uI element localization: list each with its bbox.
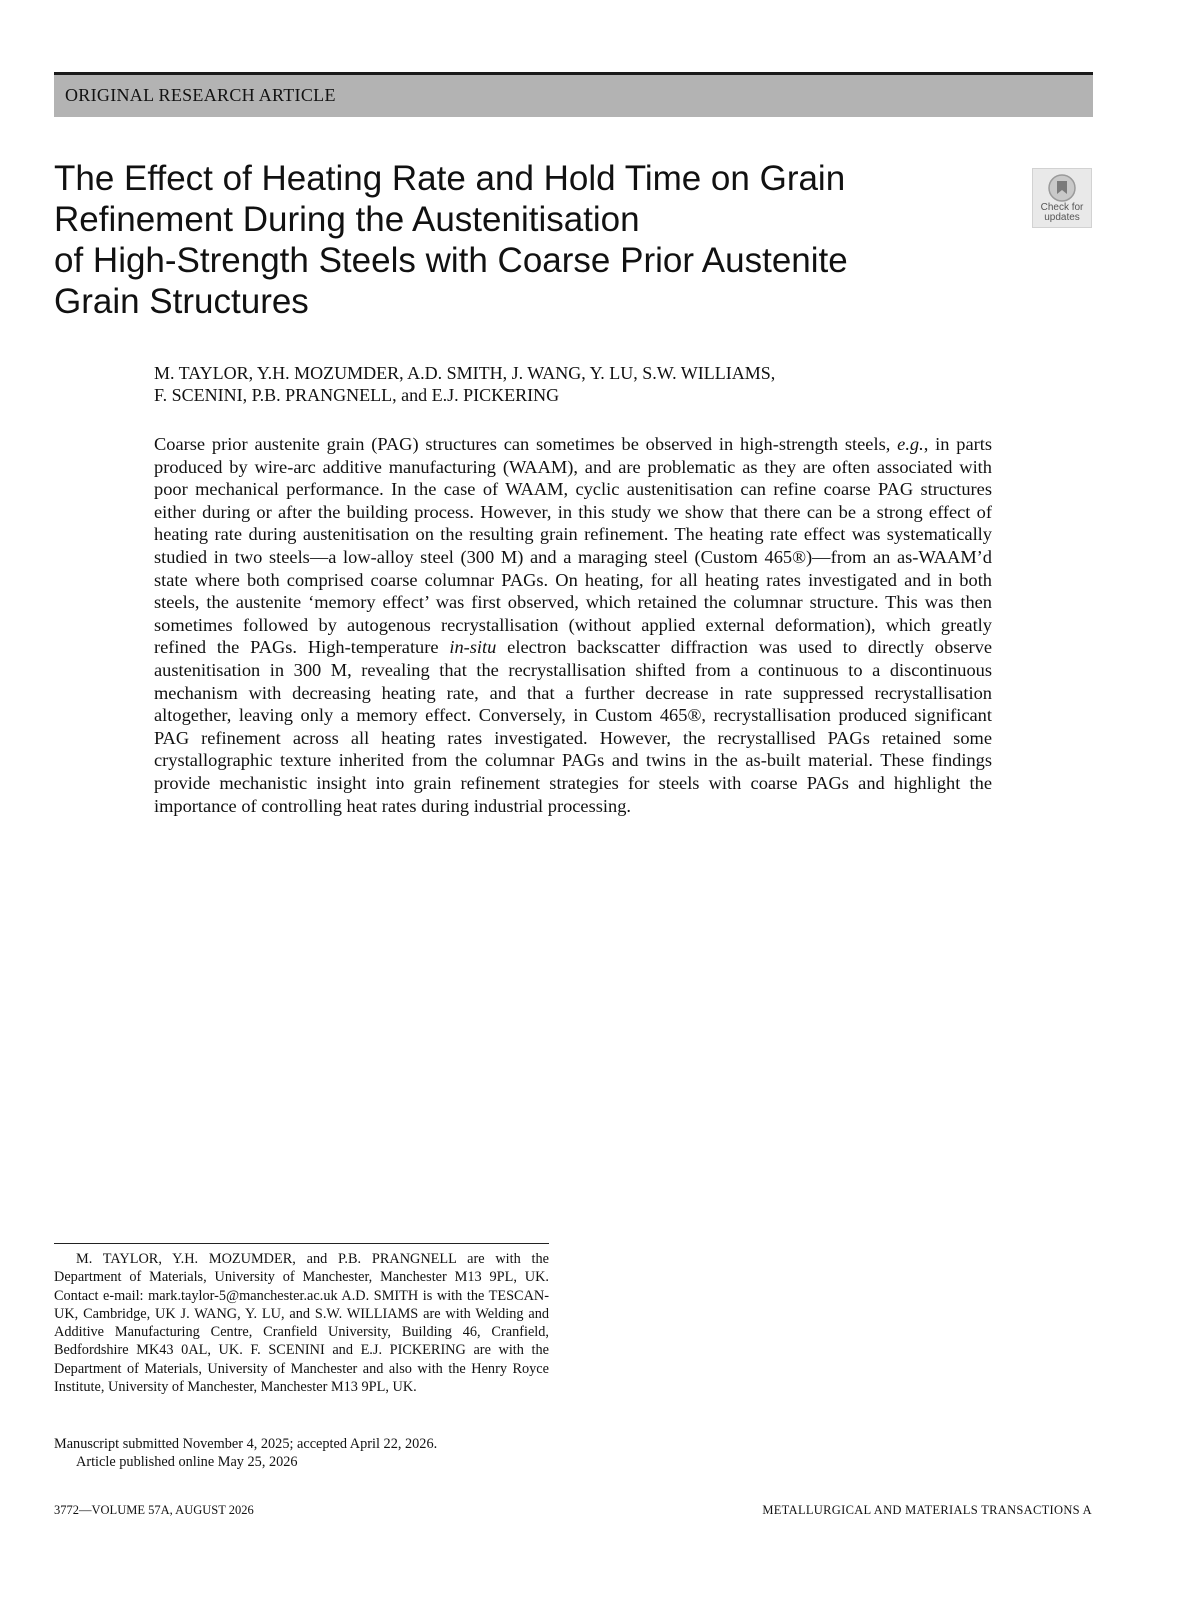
title-line: of High-Strength Steels with Coarse Prior Austenite: [54, 241, 848, 280]
badge-label: Check for: [1040, 202, 1084, 213]
abstract-text: electron backscatter diffraction was used to directly observe austenitisation in 300 M, revealing that the recrystallisation shifted from a continuous to a discontinuous mechanism with decreasing heating rate, and that a further decrease in rate suppressed recrystallisation altogether, leaving only a memory effect. Conversely, in Custom 465®, recrystallisation produced significant PAG refinement across all heating rates investigated. However, the recrystallised PAGs retained some crystallographic texture inherited from the columnar PAGs and twins in the as-built material. These findings provide mechanistic insight into grain refinement strategies for steels with coarse PAGs and highlight the importance of controlling heat rates during industrial processing.: [154, 637, 992, 816]
abstract: [154, 433, 992, 817]
abstract-italic: in-situ: [449, 637, 497, 658]
badge-label: updates: [1044, 212, 1080, 223]
author-affiliations: M. TAYLOR, Y.H. MOZUMDER, and P.B. PRANGNELL are with the Department of Materials, University of Manchester, Manchester M13 9PL, UK. Contact e-mail: mark.taylor-5@manchester.ac.uk A.D. SMITH is with the TESCAN-UK, Cambridge, UK J. WANG, Y. LU, and S.W. WILLIAMS are with Welding and Additive Manufacturing Centre, Cranfield University, Building 46, Cranfield, Bedfordshire MK43 0AL, UK. F. SCENINI and E.J. PICKERING are with the Department of Materials, University of Manchester and also with the Henry Royce Institute, University of Manchester, Manchester M13 9PL, UK.: [54, 1251, 549, 1396]
title-line: Grain Structures: [54, 282, 309, 321]
section-header-bar: [54, 75, 1093, 117]
check-for-updates-icon: [1047, 173, 1077, 203]
title-line: Refinement During the Austenitisation: [54, 200, 640, 239]
published-date: Article published online May 25, 2026: [76, 1454, 298, 1470]
author-list: [154, 362, 994, 406]
title-line: The Effect of Heating Rate and Hold Time on Grain: [54, 159, 846, 198]
abstract-italic: e.g.: [897, 434, 924, 454]
check-for-updates-badge[interactable]: [1032, 168, 1092, 228]
abstract-text: Coarse prior austenite grain (PAG) structures can sometimes be observed in high-strength steels,: [154, 434, 898, 454]
abstract-text: , in parts produced by wire-arc additive manufacturing (WAAM), and are problematic as they are often associated with poor mechanical performance. In the case of WAAM, cyclic austenitisation can refine coarse PAG structures either during or after the building process. However, in this study we show that there can be a strong effect of heating rate during austenitisation on the resulting grain refinement. The heating rate effect was systematically studied in two steels—a low-alloy steel (300 M) and a maraging steel (Custom 465®)—from an as-WAAM’d state where both comprised coarse columnar PAGs. On heating, for all heating rates investigated and in both steels, the austenite ‘memory effect’ was first observed, which retained the columnar structure. This was then sometimes followed by autogenous recrystallisation (without applied external deformation), which greatly refined the PAGs. High-temperature: [154, 434, 992, 658]
author-line: F. SCENINI, P.B. PRANGNELL, and E.J. PICKERING: [154, 385, 560, 405]
manuscript-dates: Manuscript submitted November 4, 2025; accepted April 22, 2026.: [54, 1436, 438, 1452]
author-line: M. TAYLOR, Y.H. MOZUMDER, A.D. SMITH, J. WANG, Y. LU, S.W. WILLIAMS,: [154, 363, 776, 383]
journal-name: METALLURGICAL AND MATERIALS TRANSACTIONS A: [762, 1503, 1092, 1517]
article-title: [54, 158, 954, 322]
footnote-rule: [54, 1243, 549, 1244]
page-volume-info: 3772—VOLUME 57A, AUGUST 2026: [54, 1503, 254, 1517]
section-label: ORIGINAL RESEARCH ARTICLE: [65, 85, 336, 105]
